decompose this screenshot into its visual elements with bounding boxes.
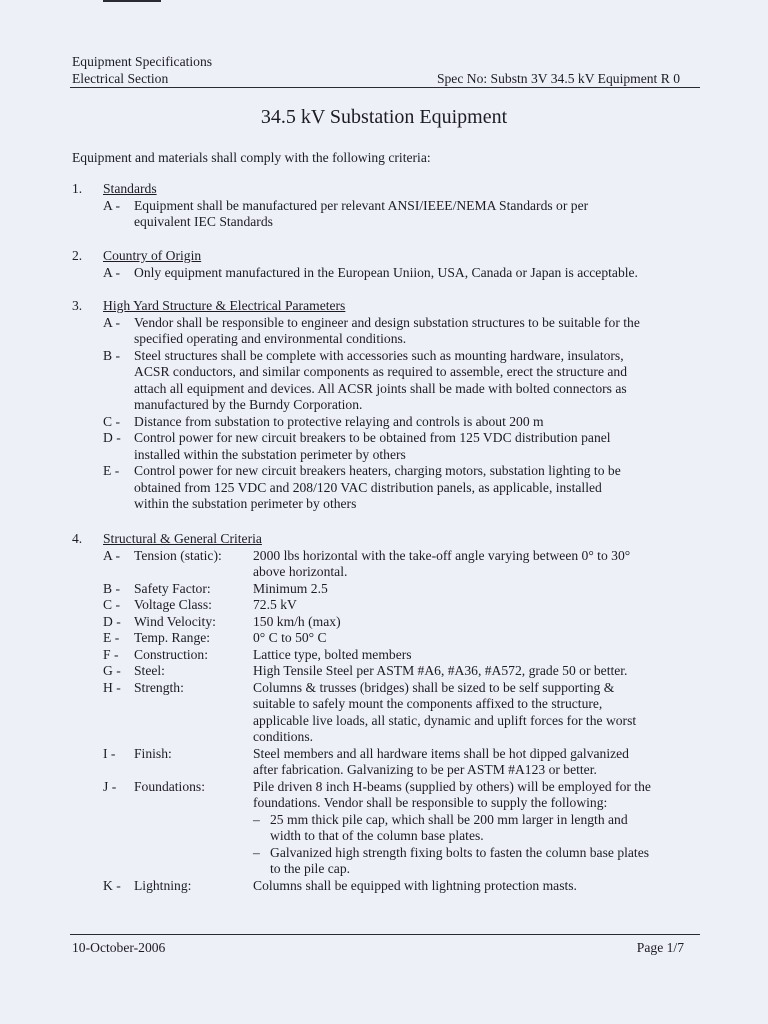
item-text: installed within the substation perimeter by others: [134, 446, 406, 462]
criteria-value: Steel members and all hardware items shall be hot dipped galvanized: [253, 745, 629, 761]
criteria-label: F -: [103, 646, 119, 662]
item-label: C -: [103, 413, 120, 429]
criteria-value: suitable to safely mount the components affixed to the structure,: [253, 696, 603, 711]
criteria-name: Lightning:: [134, 877, 192, 893]
criteria-name: Construction:: [134, 646, 209, 662]
criteria-value: Lattice type, bolted members: [253, 646, 412, 662]
section-title: Country of Origin: [103, 248, 202, 263]
item-text: obtained from 125 VDC and 208/120 VAC distribution panels, as applicable, installed: [134, 479, 602, 495]
criteria-value: above horizontal.: [253, 564, 348, 579]
item-text: Steel structures shall be complete with accessories such as mounting hardware, insulators,: [134, 347, 624, 363]
criteria-value: 2000 lbs horizontal with the take-off angle varying between 0° to 30°: [253, 547, 631, 563]
page-footer: [72, 940, 684, 956]
criteria-value: foundations. Vendor shall be responsible to supply the following:: [253, 795, 608, 810]
section-title: High Yard Structure & Electrical Parameters: [103, 298, 346, 313]
criteria-name: Foundations:: [134, 778, 205, 794]
criteria-name: Safety Factor:: [134, 580, 211, 596]
footer-date: 10-October-2006: [72, 940, 166, 955]
criteria-label: E -: [103, 630, 120, 645]
section-number: 1.: [72, 181, 83, 196]
bullet-text: Galvanized high strength fixing bolts to fasten the column base plates: [270, 844, 650, 860]
item-text: Only equipment manufactured in the European Uniion, USA, Canada or Japan is acceptable.: [134, 264, 638, 280]
section-number: 3.: [72, 298, 83, 313]
criteria-value: High Tensile Steel per ASTM #A6, #A36, #A572, grade 50 or better.: [253, 663, 628, 678]
item-text: manufactured by the Burndy Corporation.: [134, 397, 363, 412]
item-label: B -: [103, 347, 120, 363]
header-line-2: Electrical Section: [72, 70, 169, 86]
bullet-text: 25 mm thick pile cap, which shall be 200 mm larger in length and: [270, 811, 628, 827]
criteria-label: H -: [103, 679, 121, 695]
header-line-1: Equipment Specifications: [72, 54, 213, 69]
section-title: Structural & General Criteria: [103, 531, 262, 546]
item-label: A -: [103, 314, 120, 330]
criteria-value: 72.5 kV: [253, 597, 297, 612]
criteria-value: Columns & trusses (bridges) shall be sized to be self supporting &: [253, 679, 615, 695]
criteria-value: conditions.: [253, 729, 314, 744]
item-text: equivalent IEC Standards: [134, 214, 273, 229]
item-text: Distance from substation to protective relaying and controls is about 200 m: [134, 413, 544, 429]
criteria-label: A -: [103, 547, 120, 563]
item-text: Control power for new circuit breakers heaters, charging motors, substation lighting to be: [134, 463, 621, 478]
criteria-value: 150 km/h (max): [253, 613, 341, 629]
criteria-name: Strength:: [134, 679, 184, 695]
criteria-name: Temp. Range:: [134, 630, 211, 645]
criteria-value: Pile driven 8 inch H-beams (supplied by others) will be employed for the: [253, 778, 651, 794]
item-text: Control power for new circuit breakers to be obtained from 125 VDC distribution panel: [134, 430, 611, 445]
criteria-label: K -: [103, 877, 121, 893]
section-number: 2.: [72, 248, 83, 263]
section-title: Standards: [103, 181, 157, 196]
criteria-value: Minimum 2.5: [253, 580, 328, 596]
footer-rule: [70, 934, 700, 935]
section-number: 4.: [72, 531, 83, 546]
criteria-label: C -: [103, 597, 120, 612]
criteria-value: applicable live loads, all static, dynamic and uplift forces for the worst: [253, 712, 637, 728]
criteria-label: I -: [103, 745, 116, 761]
item-text: specified operating and environmental conditions.: [134, 331, 407, 346]
page-number: Page 1/7: [636, 940, 684, 955]
item-label: D -: [103, 430, 121, 445]
criteria-name: Finish:: [134, 745, 172, 761]
criteria-name: Steel:: [134, 663, 165, 678]
bullet-dash: –: [253, 811, 260, 827]
item-label: A -: [103, 197, 120, 213]
item-label: E -: [103, 463, 120, 478]
bullet-text: width to that of the column base plates.: [270, 828, 484, 843]
bullet-text: to the pile cap.: [270, 861, 351, 876]
criteria-label: B -: [103, 580, 120, 596]
criteria-label: D -: [103, 613, 121, 629]
criteria-name: Voltage Class:: [134, 597, 212, 612]
item-text: ACSR conductors, and similar components as required to assemble, erect the structure and: [134, 364, 628, 379]
item-text: within the substation perimeter by others: [134, 496, 357, 511]
criteria-value: after fabrication. Galvanizing to be per ASTM #A123 or better.: [253, 762, 597, 777]
criteria-value: 0° C to 50° C: [253, 630, 327, 645]
intro-text: Equipment and materials shall comply with the following criteria:: [72, 150, 431, 165]
criteria-name: Tension (static):: [134, 547, 222, 563]
document-title: 34.5 kV Substation Equipment: [260, 106, 508, 128]
spec-number: Spec No: Substn 3V 34.5 kV Equipment R 0: [436, 70, 680, 86]
item-text: attach all equipment and devices. All ACSR joints shall be made with bolted connectors as: [134, 380, 627, 396]
item-text: Vendor shall be responsible to engineer and design substation structures to be suitable for the: [134, 314, 640, 330]
criteria-label: J -: [103, 778, 117, 794]
item-text: Equipment shall be manufactured per relevant ANSI/IEEE/NEMA Standards or per: [134, 197, 589, 213]
criteria-value: Columns shall be equipped with lightning protection masts.: [253, 877, 577, 893]
criteria-name: Wind Velocity:: [134, 613, 216, 629]
item-label: A -: [103, 264, 120, 280]
criteria-label: G -: [103, 663, 121, 678]
bullet-dash: –: [253, 844, 260, 860]
